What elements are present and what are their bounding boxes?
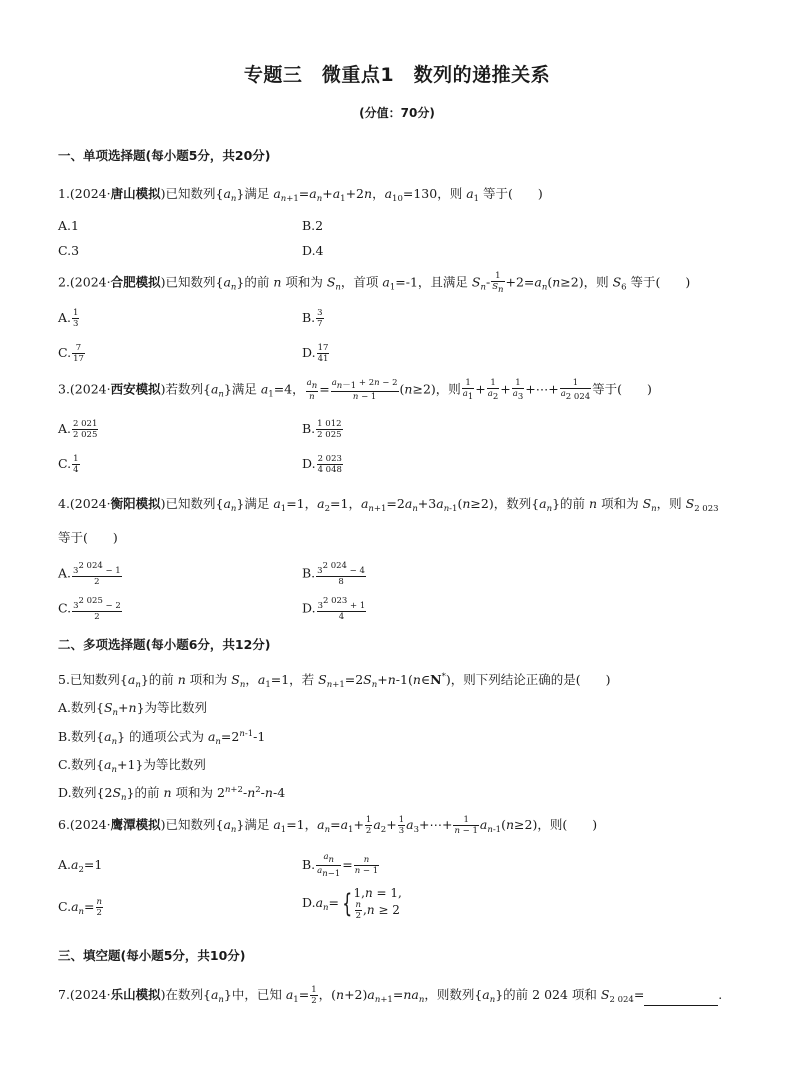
score-info: (分值：70分) bbox=[359, 106, 435, 120]
q3-option-d: D. $\frac{2 023}{4 048}$ bbox=[302, 454, 342, 475]
section-multiple-choice: 二、多项选择题(每小题6分，共12分) bbox=[58, 637, 271, 652]
question-1: 1.(2024·唐山模拟)已知数列$\{a_n\}$满足 $a_{n+1}=a_n+a_1+2n$，$a_{10}=130$，则 $a_1$ 等于( ) bbox=[58, 186, 543, 204]
q3-option-a: A. $\frac{2 021}{2 025}$ bbox=[58, 419, 98, 440]
q3-option-b: B. $\frac{1 012}{2 025}$ bbox=[302, 419, 342, 440]
q6-option-a: $A.a_2=1$ bbox=[58, 857, 103, 875]
answer-blank[interactable] bbox=[644, 993, 718, 1006]
question-3: 3.(2024·西安模拟)若数列$\{a_n\}$满足 $a_1=4$， $\frac{a_n}{n}$ = $\frac{a_{n-1} + 2n - 2}{n - 1}$ (n≥2)，则 $\frac{1}{a_1}$ + $\frac{1}{a_2}$ + $\frac{1}{a_3}$ +⋯+ $\frac{1}{a_{2 024}}$ 等于( ) bbox=[58, 378, 652, 402]
q4-option-b: B. $\frac{3^{2 024} - 4}{8}$ bbox=[302, 561, 365, 587]
q4-option-c: C. $\frac{3^{2 025} - 2}{2}$ bbox=[58, 596, 121, 622]
q5-option-b: B.数列$\{a_n\}$ 的通项公式为 $a_n=2^{n-1}-1$ bbox=[58, 729, 266, 747]
q5-option-a: A.数列$\{S_n+n\}$为等比数列 bbox=[58, 700, 208, 718]
question-2: 2.(2024·合肥模拟)已知数列$\{a_n\}$的前 n 项和为 $S_n$，首项 $a_1=-1$，且满足 $S_n-$ $\frac{1}{S_n}$ $+2=a_n(n\ge 2)$，则 $S_6$ 等于( ) bbox=[58, 271, 691, 295]
q2-option-a: A. $\frac{1}{3}$ bbox=[58, 308, 79, 329]
question-4-tail: 等于( ) bbox=[58, 530, 118, 545]
question-7: 7.(2024·乐山模拟)在数列$\{a_n\}$中，已知 $a_1=$ $\frac{1}{2}$ ，$(n+2)a_{n+1}=na_n$，则数列$\{a_n\}$的前 2 024 项和 $S_{2 024}=$ . bbox=[58, 985, 723, 1006]
q5-option-c: C.数列$\{a_n+1\}$为等比数列 bbox=[58, 757, 206, 775]
q2-option-c: C. $\frac{7}{17}$ bbox=[58, 343, 84, 364]
q6-option-b: B. $\frac{a_n}{a_{n-1}}$ = $\frac{n}{n - 1}$ bbox=[302, 852, 379, 879]
q3-option-c: C. $\frac{1}{4}$ bbox=[58, 454, 79, 475]
q1-option-d: D.4 bbox=[302, 243, 324, 258]
q2-option-d: D. $\frac{17}{41}$ bbox=[302, 343, 329, 364]
question-6: 6.(2024·鹰潭模拟)已知数列$\{a_n\}$满足 $a_1=1$，$a_n=a_1+$ $\frac{1}{2}$ $a_2+$ $\frac{1}{3}$ $a_3+\cdots+$ $\frac{1}{n - 1}$ $a_{n-1}(n\ge 2)$，则( ) bbox=[58, 815, 598, 836]
q1-option-a: A.1 bbox=[58, 218, 79, 233]
q4-option-a: A. $\frac{3^{2 024} - 1}{2}$ bbox=[58, 561, 121, 587]
page-title: 专题三 微重点1 数列的递推关系 bbox=[243, 64, 551, 86]
section-single-choice: 一、单项选择题(每小题5分，共20分) bbox=[58, 148, 271, 163]
question-5: 5.已知数列$\{a_n\}$的前 n 项和为 $S_n$，$a_1=1$，若 $S_{n+1}=2S_n+n-1(n\in N^*)$，则下列结论正确的是( ) bbox=[58, 672, 611, 690]
q2-option-b: B. $\frac{3}{7}$ bbox=[302, 308, 323, 329]
q5-option-d: D.数列$\{2S_n\}$的前 n 项和为 $2^{n+2}-n^2-n-4$ bbox=[58, 785, 286, 803]
q1-option-b: B.2 bbox=[302, 218, 324, 233]
q6-option-d: $D.a_n=$ { 1,n = 1, $\frac{n}{2}$ ,n ≥ 2 bbox=[302, 886, 402, 921]
q4-option-d: D. $\frac{3^{2 023} + 1}{4}$ bbox=[302, 596, 366, 622]
q1-option-c: C.3 bbox=[58, 243, 80, 258]
q6-option-c: $C.a_n=$ $\frac{n}{2}$ bbox=[58, 897, 102, 918]
question-4: 4.(2024·衡阳模拟)已知数列$\{a_n\}$满足 $a_1=1$，$a_2=1$，$a_{n+1}=2a_n+3a_{n-1}(n\ge 2)$，数列$\{a_n\}$的前 n 项和为 $S_n$，则 $S_{2 023}$ bbox=[58, 496, 719, 514]
section-fill-in: 三、填空题(每小题5分，共10分) bbox=[58, 948, 246, 963]
